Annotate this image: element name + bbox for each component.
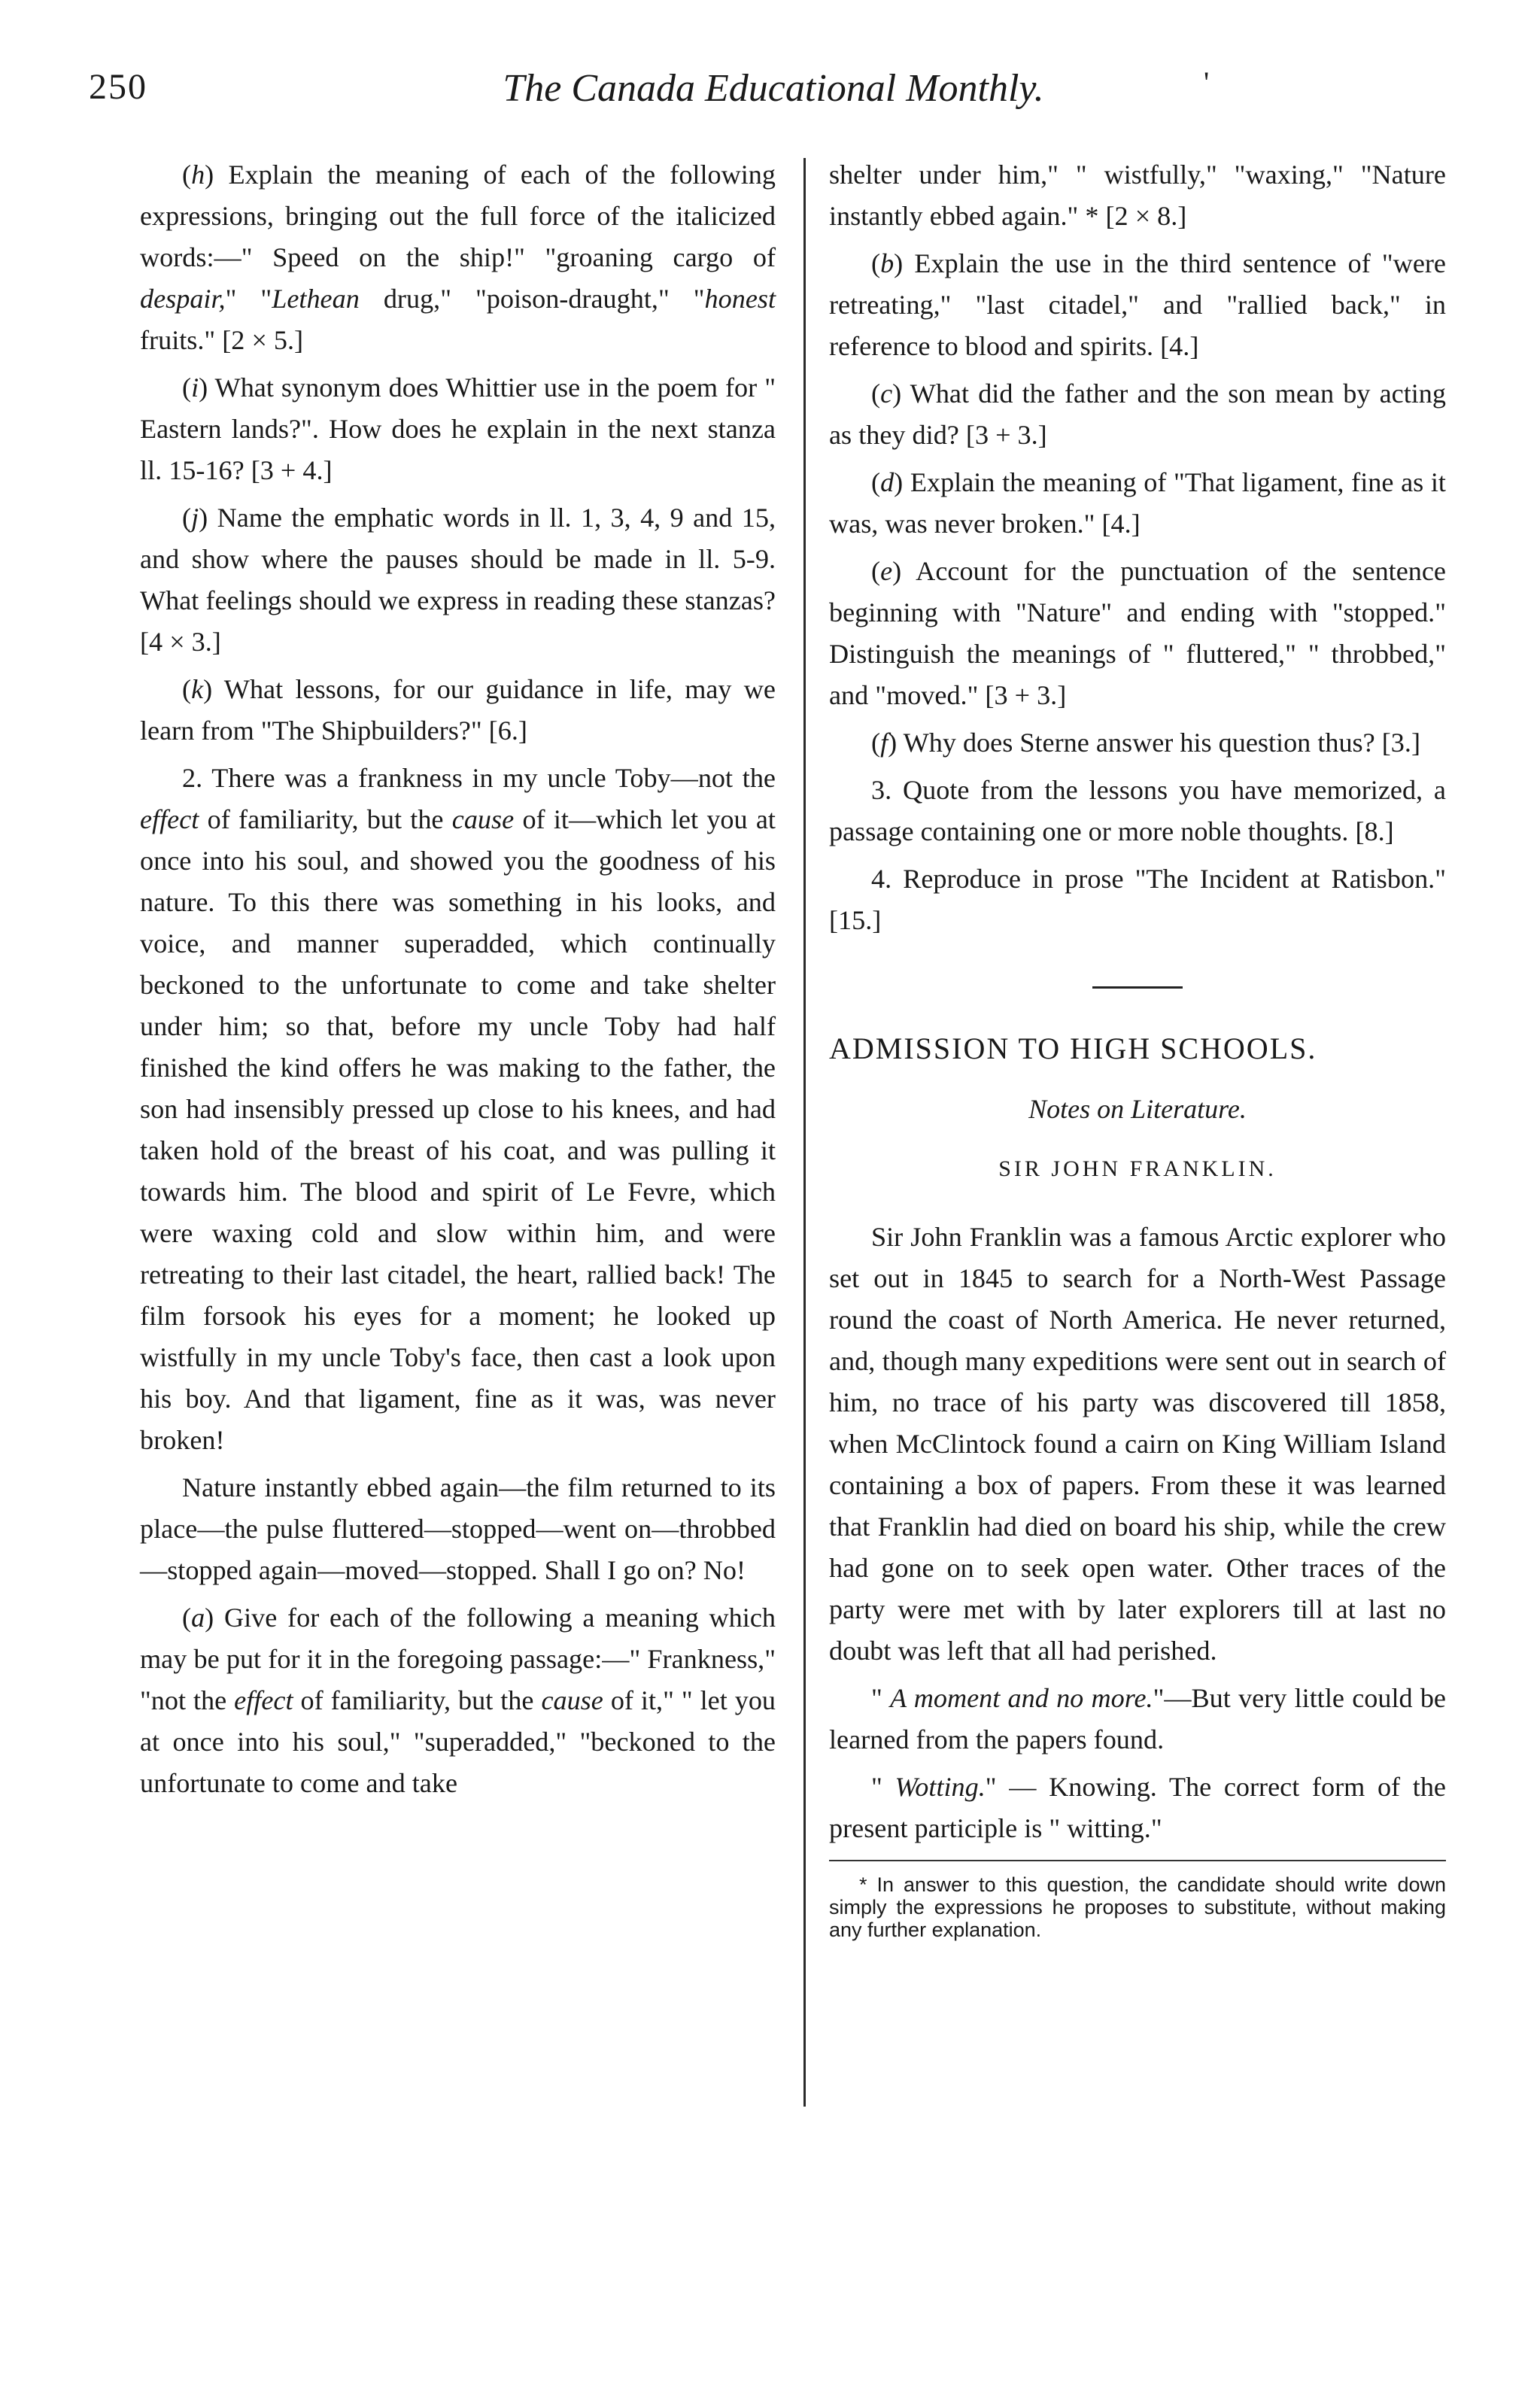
subject-heading: SIR JOHN FRANKLIN. [998, 1156, 1277, 1181]
footnote-rule [829, 1860, 1446, 1861]
header-mark: ' [1204, 65, 1210, 99]
page-header [89, 66, 1458, 126]
question-i: (i) What synonym does Whittier use in the poem for " Eastern lands?". How does he explain in the next stanza ll. 15-16? [3 + 4.] [140, 372, 783, 485]
section-divider [1092, 986, 1183, 989]
question-a: (a) Give for each of the following a meaning which may be put for it in the foregoing passage:—" Frankness," "not the effect of familiarity, but the cause of it," " let you at once into his soul," "superadded," "beckoned to the unfortunate to come and take [140, 1603, 783, 1798]
question-k: (k) What lessons, for our guidance in life, may we learn from "The Shipbuilders?" [6.] [140, 674, 783, 746]
running-title: The Canada Educational Monthly. [503, 67, 1044, 110]
question-f: (f) Why does Sterne answer his question thus? [3.] [871, 728, 1420, 758]
franklin-paragraph: Sir John Franklin was a famous Arctic explorer who set out in 1845 to search for a North-West Passage round the coast of North America. He never returned, and, though many expeditions were sent out in search of him, no trace of his party was discovered till 1858, when McClintock found a cairn on King William Island containing a box of papers. From these it was learned that Franklin had died on board his ship, while the crew had gone on to seek open water. Other traces of the party were met with by later explorers till at last no doubt was left that all had perished. [829, 1222, 1446, 1666]
question-a-continued: shelter under him," " wistfully," "waxing," "Nature instantly ebbed again." * [2 × 8.] [829, 159, 1446, 231]
question-e: (e) Account for the punctuation of the sentence beginning with "Nature" and ending with "stopped." Distinguish the meanings of " fluttered," " throbbed," and "moved." [3 + 3.] [829, 556, 1453, 710]
note-a-moment: " A moment and no more."—But very little could be learned from the papers found. [829, 1683, 1453, 1754]
right-column [829, 154, 1453, 1941]
question-c: (c) What did the father and the son mean by acting as they did? [3 + 3.] [829, 378, 1453, 450]
passage-nature-paragraph: Nature instantly ebbed again—the film returned to its place—the pulse fluttered—stopped—went on—throbbed—stopped again—moved—stopped. Shall I go on? No! [140, 1472, 776, 1585]
page-number: 250 [89, 67, 147, 107]
column-divider [803, 158, 806, 2107]
question-j: (j) Name the emphatic words in ll. 1, 3, 4, 9 and 15, and show where the pauses should be made in ll. 5-9. What feelings should we express in reading these stanzas? [4 × 3.] [140, 503, 783, 657]
left-column [140, 154, 783, 1810]
question-h: (h) Explain the meaning of each of the following expressions, bringing out the full force of the italicized words:—" Speed on the ship!" "groaning cargo of despair," "Lethean drug," "poison-draught," "honest fruits." [2 × 5.] [140, 159, 783, 355]
question-d: (d) Explain the meaning of "That ligament, fine as it was, was never broken." [4.] [829, 467, 1453, 539]
question-4: 4. Reproduce in prose "The Incident at Ratisbon." [15.] [829, 864, 1446, 935]
question-b: (b) Explain the use in the third sentence of "were retreating," "last citadel," and "rallied back," in reference to blood and spirits. [4.] [829, 248, 1453, 361]
section-heading: ADMISSION TO HIGH SCHOOLS. [829, 1031, 1317, 1065]
question-3: 3. Quote from the lessons you have memorized, a passage containing one or more noble thoughts. [8.] [829, 775, 1446, 846]
footnote: * In answer to this question, the candidate should write down simply the expressions he proposes to substitute, without making any further explanation. [829, 1873, 1446, 1941]
note-wotting: " Wotting." — Knowing. The correct form of the present participle is " witting." [829, 1772, 1453, 1843]
notes-heading: Notes on Literature. [1028, 1094, 1247, 1124]
question-2-passage: 2. There was a frankness in my uncle Toby—not the effect of familiarity, but the cause of it—which let you at once into his soul, and showed you the goodness of his nature. To this there was something in his looks, and voice, and manner superadded, which continually beckoned to the unfortunate to come and take shelter under him; so that, before my uncle Toby had half finished the kind offers he was making to the father, the son had insensibly pressed up close to his knees, and had taken hold of the breast of his coat, and was pulling it towards him. The blood and spirit of Le Fevre, which were waxing cold and slow within him, and were retreating to their last citadel, the heart, rallied back! The film forsook his eyes for a moment; he looked up wistfully in my uncle Toby's face, then cast a look upon his boy. And that ligament, fine as it was, was never broken! [140, 763, 783, 1455]
